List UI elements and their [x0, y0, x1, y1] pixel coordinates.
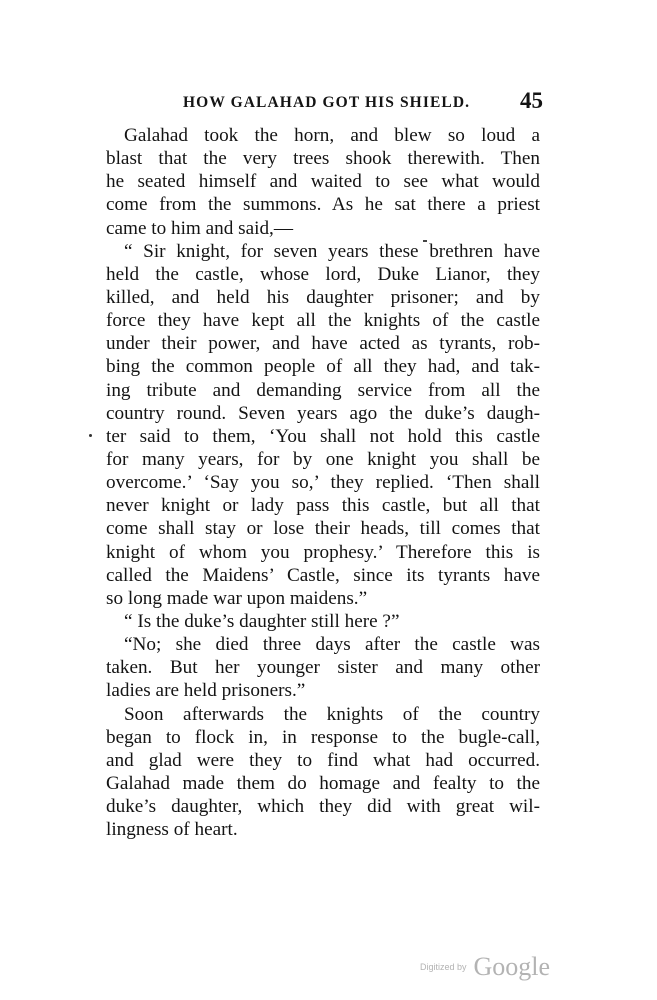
- text-line: for many years, for by one knight you shall be: [106, 448, 540, 470]
- text-line: never knight or lady pass this castle, but all that: [106, 495, 540, 517]
- text-line: he seated himself and waited to see what would: [106, 171, 540, 193]
- watermark-brand: Google: [473, 952, 551, 981]
- text-line: country round. Seven years ago the duke’s daugh-: [106, 402, 540, 424]
- text-line: Soon afterwards the knights of the country: [124, 703, 540, 725]
- print-speck-dot: [89, 434, 92, 437]
- text-line: ter said to them, ‘You shall not hold this castle: [106, 425, 540, 447]
- text-line: “No; she died three days after the castle was: [124, 634, 540, 656]
- text-line: duke’s daughter, which they did with great wil-: [106, 796, 540, 818]
- body-text: [106, 124, 540, 841]
- text-line: taken. But her younger sister and many other: [106, 657, 540, 679]
- text-line: bing the common people of all they had, and tak-: [106, 356, 540, 378]
- text-line: called the Maidens’ Castle, since its tyrants have: [106, 564, 540, 586]
- text-line: come shall stay or lose their heads, till comes that: [106, 518, 540, 540]
- text-line: ladies are held prisoners.”: [106, 680, 306, 702]
- text-line: came to him and said,—: [106, 217, 294, 239]
- watermark-prefix: Digitized by: [420, 962, 467, 972]
- running-title: HOW GALAHAD GOT HIS SHIELD.: [183, 94, 471, 111]
- text-line: Galahad made them do homage and fealty to the: [106, 772, 540, 794]
- text-line: began to flock in, in response to the bugle-call,: [106, 726, 540, 748]
- text-line: overcome.’ ‘Say you so,’ they replied. ‘Then shall: [106, 472, 540, 494]
- text-line: so long made war upon maidens.”: [106, 587, 368, 609]
- text-line: lingness of heart.: [106, 819, 238, 841]
- text-line: killed, and held his daughter prisoner; and by: [106, 286, 540, 308]
- text-line: blast that the very trees shook therewith. Then: [106, 148, 540, 170]
- text-line: knight of whom you prophesy.’ Therefore this is: [106, 541, 540, 563]
- text-line: force they have kept all the knights of the castle: [106, 310, 540, 332]
- text-line: “ Sir knight, for seven years these brethren have: [124, 240, 540, 262]
- running-header: [183, 88, 543, 114]
- text-line: Galahad took the horn, and blew so loud a: [124, 125, 540, 146]
- text-line: come from the summons. As he sat there a priest: [106, 194, 540, 216]
- text-line: ing tribute and demanding service from all the: [106, 379, 540, 401]
- text-line: under their power, and have acted as tyrants, rob-: [106, 333, 540, 355]
- text-line: and glad were they to find what had occurred.: [106, 749, 540, 771]
- digitization-watermark: [420, 952, 550, 982]
- text-line: “ Is the duke’s daughter still here ?”: [124, 610, 400, 632]
- text-line: held the castle, whose lord, Duke Lianor, they: [106, 263, 540, 285]
- page-number: 45: [520, 88, 543, 113]
